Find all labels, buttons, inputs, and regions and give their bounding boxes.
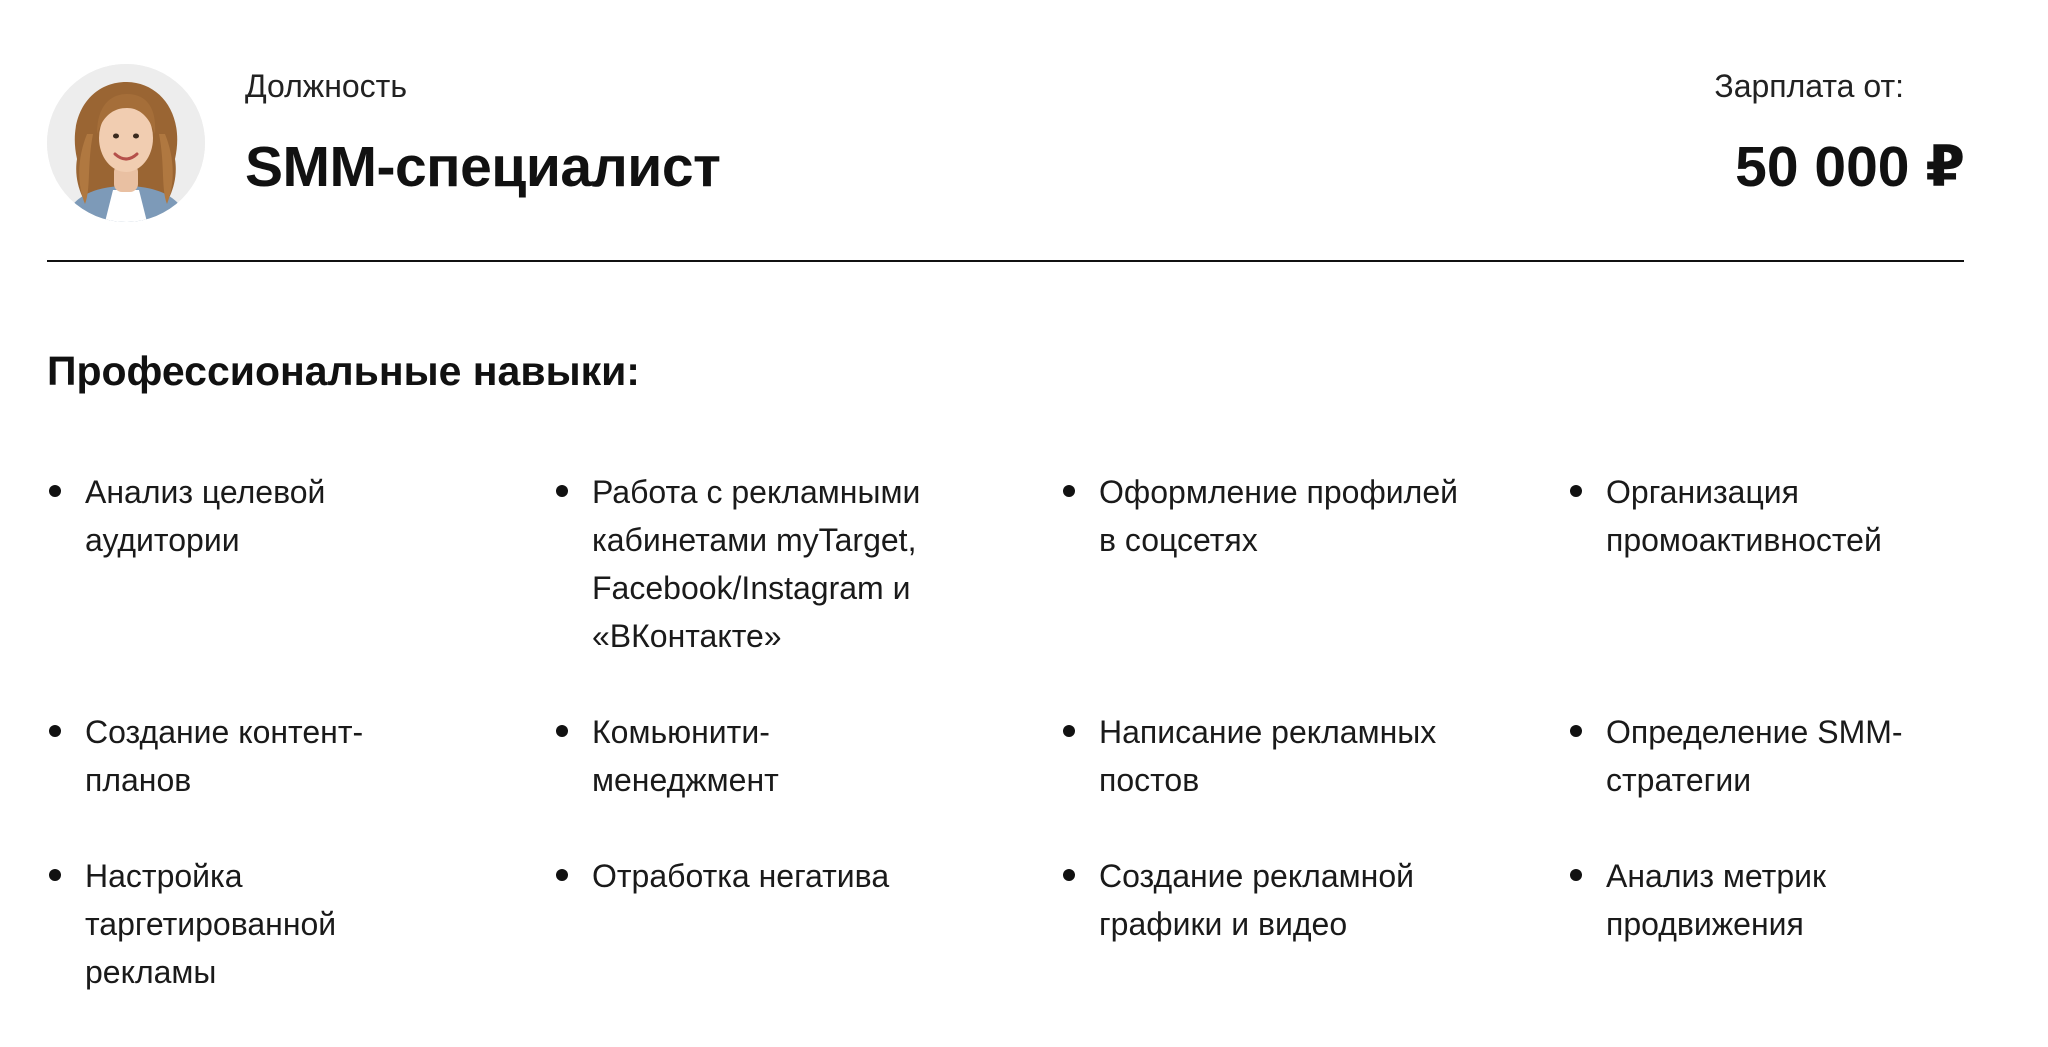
skill-text: Отработка негатива xyxy=(592,858,890,894)
skill-item xyxy=(1061,852,1568,996)
skill-item xyxy=(554,468,1061,708)
bullet-icon xyxy=(556,485,568,497)
skill-text: Настройка таргетированной рекламы xyxy=(85,858,337,990)
bullet-icon xyxy=(1063,869,1075,881)
skills-heading: Профессиональные навыки: xyxy=(47,348,640,394)
bullet-icon xyxy=(49,485,61,497)
skill-text: Определение SMM-стратегии xyxy=(1606,714,1903,798)
position-label: Должность xyxy=(245,68,407,104)
skill-item xyxy=(554,852,1061,996)
bullet-icon xyxy=(1063,485,1075,497)
skill-text: Оформление профилей в соцсетях xyxy=(1099,474,1458,558)
skill-item xyxy=(554,708,1061,852)
divider xyxy=(47,260,1964,262)
salary-label: Зарплата от: xyxy=(1714,68,1904,104)
bullet-icon xyxy=(49,869,61,881)
salary-value: 50 000 ₽ xyxy=(1735,135,1965,199)
skills-list xyxy=(47,468,2048,996)
skill-item xyxy=(47,708,554,852)
skill-text: Организация промоактивностей xyxy=(1606,474,1882,558)
skill-item xyxy=(1061,468,1568,708)
skill-text: Создание рекламной графики и видео xyxy=(1099,858,1414,942)
skill-text: Анализ целевой аудитории xyxy=(85,474,326,558)
skill-text: Создание контент-планов xyxy=(85,714,364,798)
bullet-icon xyxy=(556,725,568,737)
avatar xyxy=(47,64,205,222)
skill-text: Анализ метрик продвижения xyxy=(1606,858,1826,942)
skill-item xyxy=(47,852,554,996)
skill-text: Написание рекламных постов xyxy=(1099,714,1437,798)
bullet-icon xyxy=(556,869,568,881)
job-title: SMM-специалист xyxy=(245,135,721,199)
skill-text: Комьюнити-менеджмент xyxy=(592,714,779,798)
bullet-icon xyxy=(1570,869,1582,881)
skill-item xyxy=(47,468,554,708)
bullet-icon xyxy=(1063,725,1075,737)
skill-item xyxy=(1568,468,2048,708)
avatar-photo xyxy=(47,64,205,222)
bullet-icon xyxy=(1570,725,1582,737)
skill-item xyxy=(1061,708,1568,852)
bullet-icon xyxy=(49,725,61,737)
skill-item xyxy=(1568,708,2048,852)
skill-item xyxy=(1568,852,2048,996)
bullet-icon xyxy=(1570,485,1582,497)
skill-text: Работа с рекламными кабинетами myTarget, Facebook/Instagram и «ВКонтакте» xyxy=(592,474,921,654)
